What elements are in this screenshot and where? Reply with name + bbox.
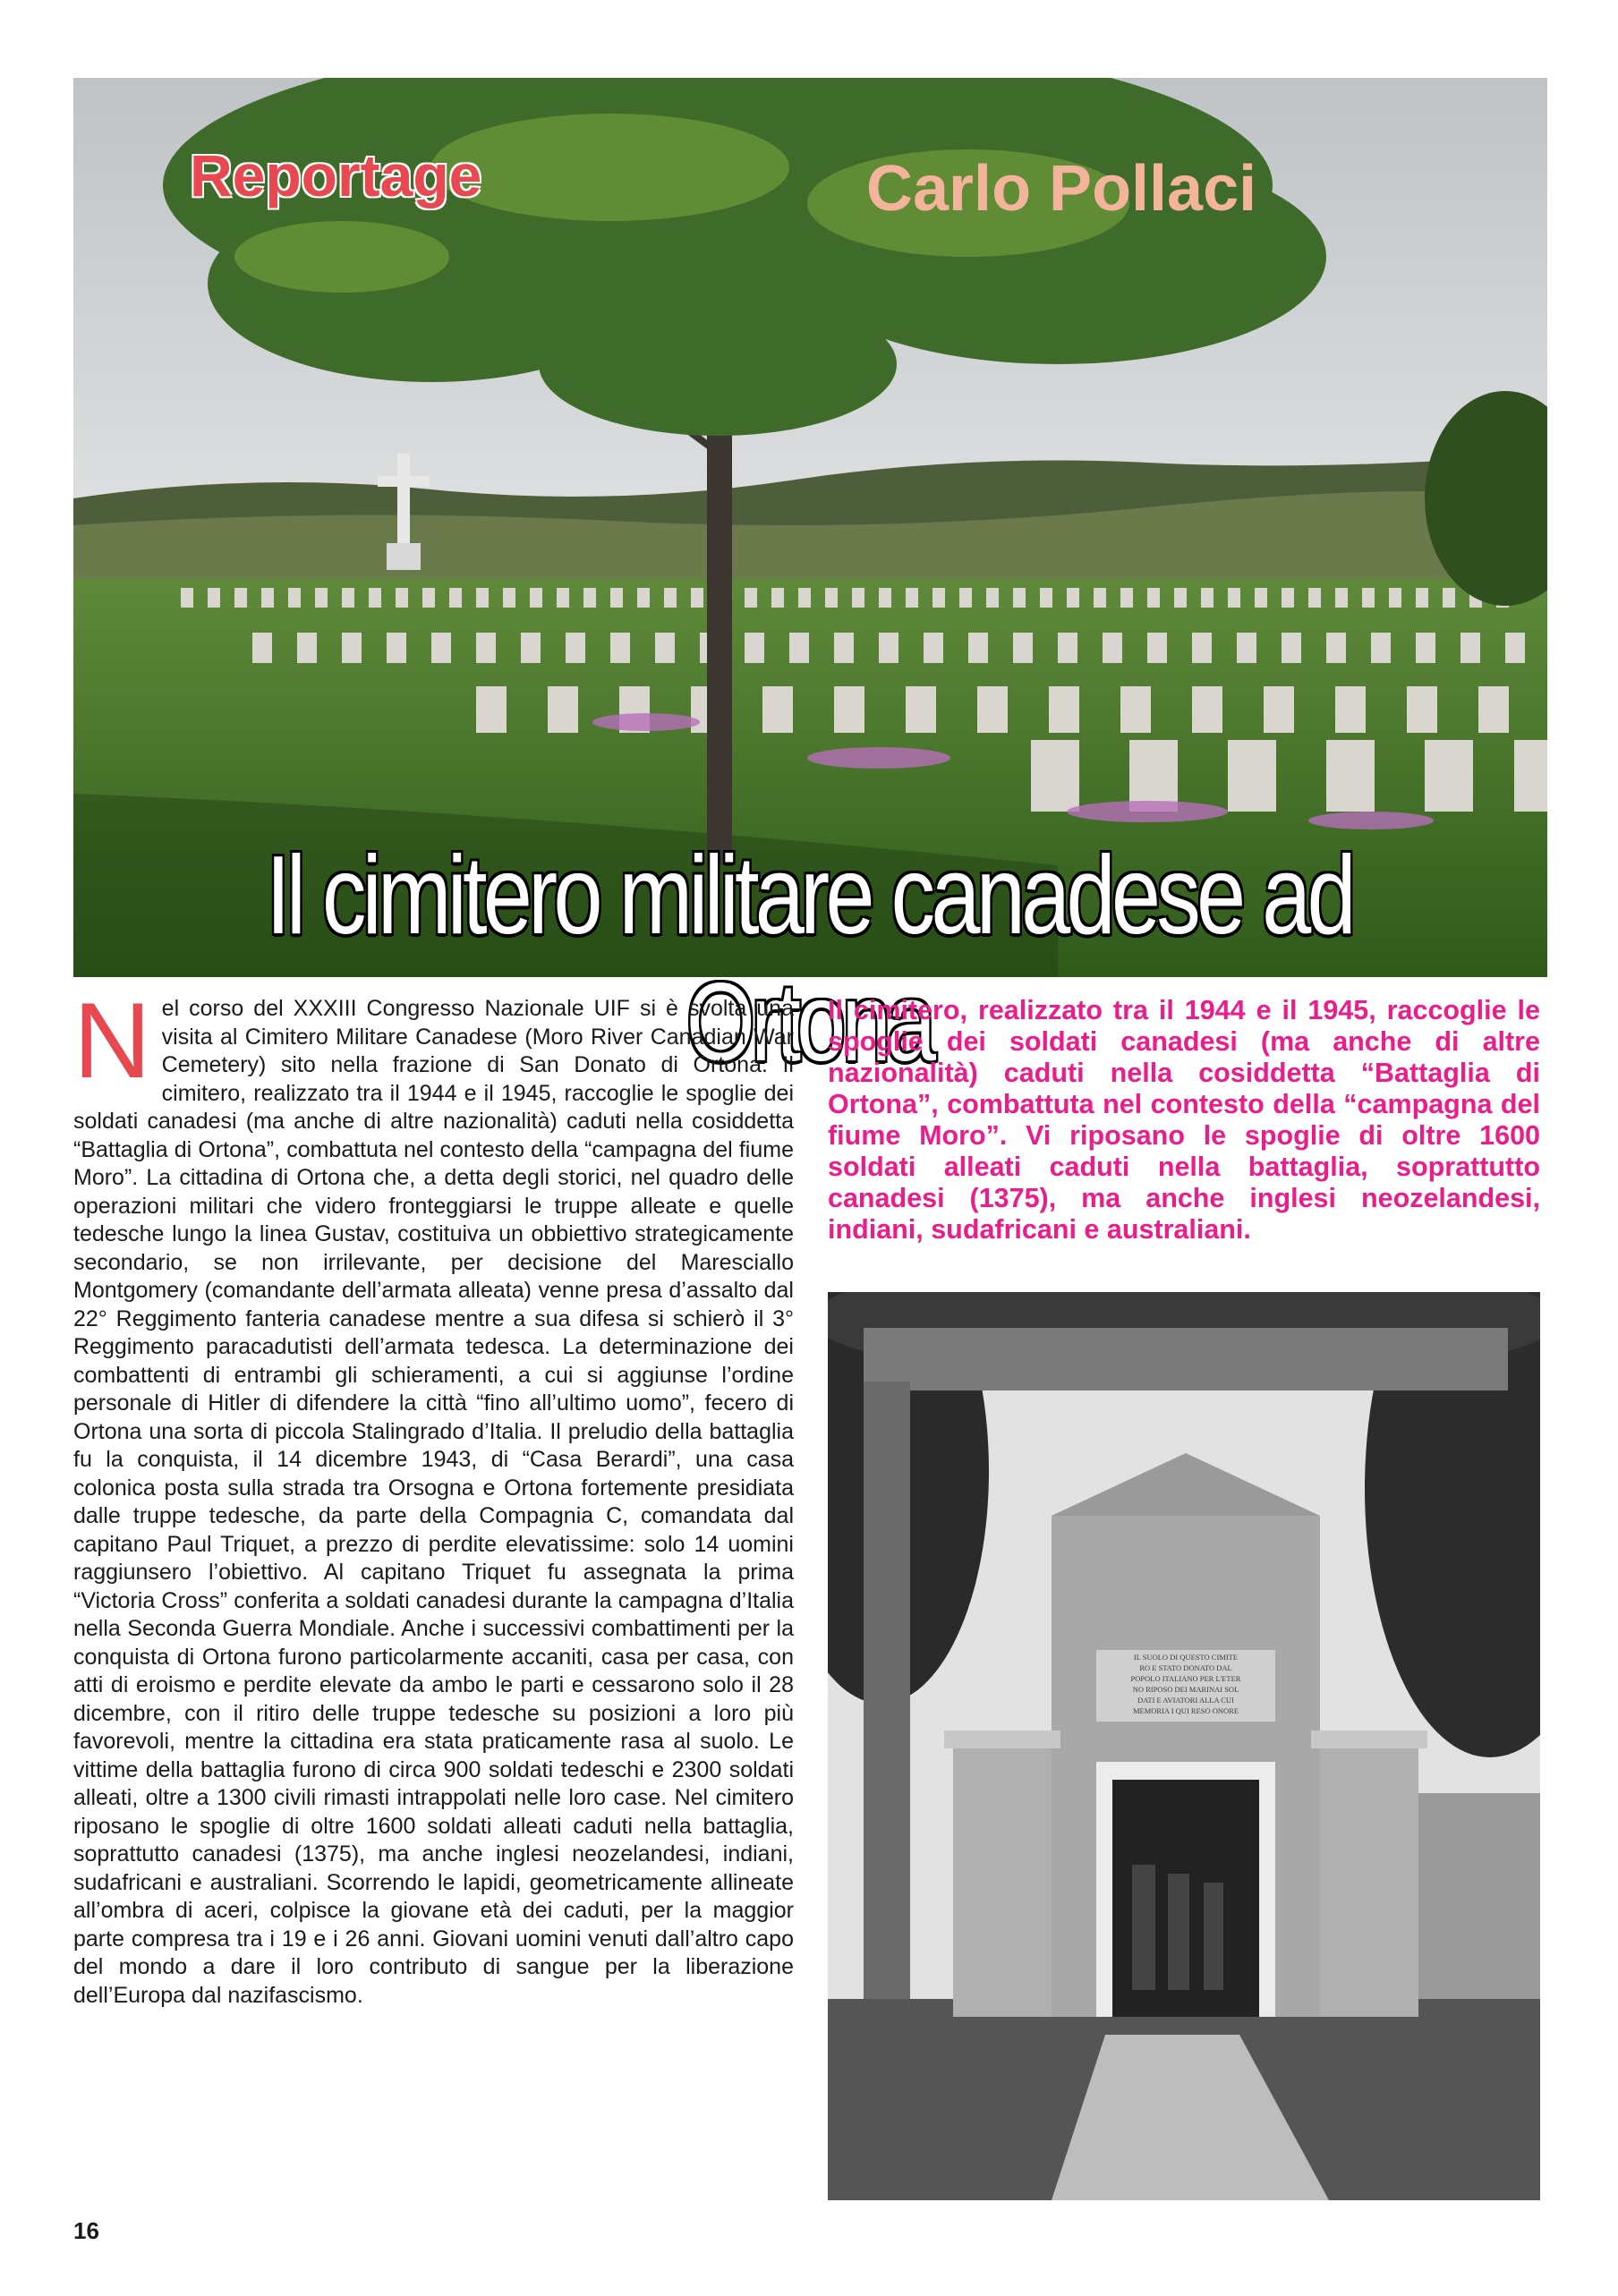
article-title: Il cimitero militare canadese ad Ortona (266, 834, 1352, 1084)
plaque-line: POPOLO ITALIANO PER L'ETER (1130, 1674, 1241, 1683)
plaque-line: NO RIPOSO DEI MARINAI SOL (1132, 1685, 1239, 1694)
author-name: Carlo Pollaci (866, 153, 1257, 225)
plaque-line: MEMORIA I QUI RESO ONORE (1132, 1706, 1239, 1715)
pull-quote: Il cimitero, realizzato tra il 1944 e il 1945, raccoglie le spoglie dei soldati canadesi (ma anche di altre nazionalità) caduti nella cosiddetta “Battaglia di Ortona”, combattuta nel contesto della “campagna del fiume Moro”. Vi riposano le spoglie di oltre 1600 soldati alleati caduti nella battaglia, soprattutto canadesi (1375), ma anche inglesi neozelandesi, indiani, sudafricani e australiani. (828, 995, 1540, 1245)
page-number: 16 (73, 2217, 99, 2244)
plaque-line: DATI E AVIATORI ALLA CUI (1137, 1696, 1234, 1705)
article-body (73, 981, 794, 2010)
plaque-line: RO E STATO DONATO DAL (1139, 1663, 1232, 1672)
body-text: el corso del XXXIII Congresso Nazionale UIF si è svolta una visita al Cimitero Militare Canadese (Moro River Canadian War Cemetery) sito nella frazione di San Donato di Ortona. Il cimitero, realizzato tra il 1944 e il 1945, raccoglie le spoglie dei soldati canadesi (ma anche di altre nazionalità) caduti nella cosiddetta “Battaglia di Ortona”, combattuta nel contesto della “campagna del fiume Moro”. La cittadina di Ortona che, a detta degli storici, nel quadro delle operazioni militari che videro fronteggiarsi le truppe alleate e quelle tedesche lungo la linea Gustav, costituiva un obbiettivo strategicamente secondario, se non irrilevante, per decisione del Maresciallo Montgomery (comandante dell’armata alleata) venne presa d’assalto dal 22° Reggimento fanteria canadese mentre a sua difesa si schierò il 3° Reggimento paracadutisti dell’armata tedesca. La determinazione dei combattenti di entrambi gli schieramenti, a cui si aggiunse l’ordine personale di Hitler di difendere la città “fino all’ultimo uomo”, fecero di Ortona una sorta di piccola Stalingrado d’Italia. Il preludio della battaglia fu la conquista, il 14 dicembre 1943, di “Casa Berardi”, una casa colonica posta sulla strada tra Orsogna e Ortona fortemente presidiata dalle truppe tedesche, da parte della Compagnia C, comandata dal capitano Paul Triquet, a prezzo di perdite elevatissime: solo 14 uomini raggiunsero l’obiettivo. Al capitano Triquet fu assegnata la prima “Victoria Cross” conferita a soldati canadesi durante la campagna d’Italia nella Seconda Guerra Mondiale. Anche i successivi combattimenti per la conquista di Ortona furono particolarmente accaniti, casa per casa, con atti di eroismo e perdite elevate da ambo le parti e cessarono solo il 28 dicembre, con il ritiro delle truppe tedesche su posizioni a loro più favorevoli, mentre la cittadina era stata praticamente rasa al suolo. Le vittime della battaglia furono di circa 900 soldati tedeschi e 2300 soldati alleati, oltre a 1300 civili rimasti intrappolati nelle loro case. Nel cimitero riposano le spoglie di oltre 1600 soldati alleati caduti nella battaglia, soprattutto canadesi (1375), ma anche inglesi neozelandesi, indiani, sudafricani e australiani. Scorrendo le lapidi, geometricamente allineate all’ombra di aceri, colpisce la giovane età dei caduti, per la maggior parte compresa tra i 19 e i 26 anni. Giovani uomini venuti dall’altro capo del mondo a dare il loro contributo di sangue per la liberazione dell’Europa dal nazifascismo. (73, 996, 794, 2008)
plaque-line: IL SUOLO DI QUESTO CIMITE (1133, 1653, 1239, 1662)
chapel-illustration (828, 1292, 1540, 2200)
section-kicker: Reportage (190, 142, 482, 208)
chapel-plaque (1096, 1652, 1275, 1720)
chapel-photo (828, 1292, 1540, 2200)
drop-cap: N (73, 981, 151, 1101)
